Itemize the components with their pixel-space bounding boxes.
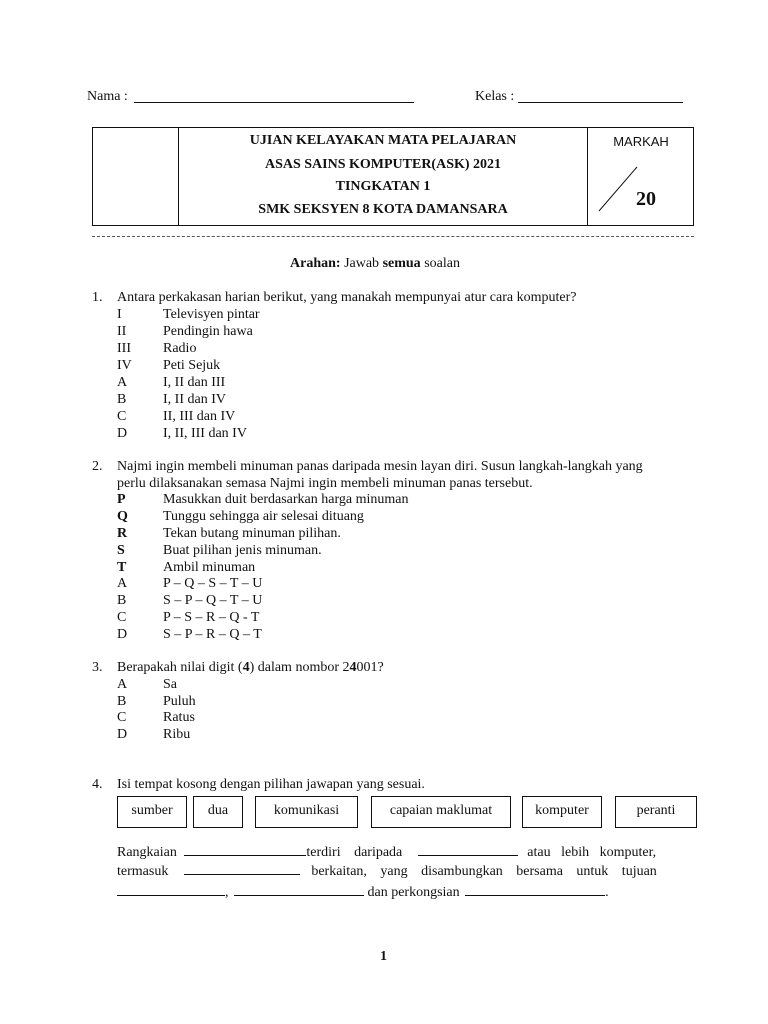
q2-option-text[interactable]: P – S – R – Q - T (163, 610, 260, 625)
word-bank-item[interactable]: komputer (522, 796, 602, 828)
q2-step-label: P (117, 492, 126, 507)
markah-cell (587, 128, 694, 225)
q1-item-text: Pendingin hawa (163, 324, 253, 339)
q2-option-label[interactable]: D (117, 627, 128, 642)
q1-item-label: III (117, 341, 131, 356)
q2-option-label[interactable]: B (117, 593, 127, 608)
q1-item-label: I (117, 307, 122, 322)
blank-1[interactable] (184, 843, 306, 856)
blank-6[interactable] (465, 883, 605, 896)
q2-step-text: Ambil minuman (163, 560, 256, 575)
q1-item-label: II (117, 324, 127, 339)
word-bank-item[interactable]: dua (193, 796, 243, 828)
q4-para-text: , (225, 885, 229, 900)
q1-item-text: Peti Sejuk (163, 358, 221, 373)
word-bank-item[interactable]: komunikasi (255, 796, 358, 828)
blank-2[interactable] (418, 843, 518, 856)
q3-digit: 4 (242, 660, 250, 675)
q1-item-text: Televisyen pintar (163, 307, 260, 322)
q4-paragraph-line-3 (117, 883, 698, 903)
q4-para-text: termasuk (117, 864, 169, 879)
q2-step-text: Buat pilihan jenis minuman. (163, 543, 322, 558)
separator (92, 236, 694, 237)
q1-option-label[interactable]: B (117, 392, 127, 407)
q2-step-label: T (117, 560, 127, 575)
q4-para-text: terdiri daripada (306, 845, 403, 860)
q3-option-text[interactable]: Puluh (163, 694, 196, 709)
q1-item-label: IV (117, 358, 132, 373)
q3-option-label[interactable]: C (117, 710, 127, 725)
q3-option-text[interactable]: Ratus (163, 710, 195, 725)
title-line-3: TINGKATAN 1 (335, 179, 431, 194)
q1-option-text[interactable]: I, II, III dan IV (163, 426, 247, 441)
q3-option-text[interactable]: Sa (163, 677, 177, 692)
instruction-emph: semua (382, 256, 421, 271)
q2-step-text: Tekan butang minuman pilihan. (163, 526, 341, 541)
q1-option-text[interactable]: I, II dan III (163, 375, 226, 390)
title-line-2: ASAS SAINS KOMPUTER(ASK) 2021 (264, 157, 502, 172)
q3-number: 3. (92, 660, 103, 675)
q4-number: 4. (92, 777, 103, 792)
word-bank-item[interactable]: peranti (615, 796, 697, 828)
q1-option-label[interactable]: D (117, 426, 128, 441)
instruction-pre: Jawab (344, 256, 380, 271)
q4-para-text: berkaitan, yang disambungkan bersama untuk tujuan (311, 864, 657, 879)
instruction (290, 255, 460, 272)
q1-option-text[interactable]: I, II dan IV (163, 392, 226, 407)
word-bank-item[interactable]: sumber (117, 796, 187, 828)
q4-para-text: Rangkaian (117, 845, 177, 860)
q1-option-label[interactable]: A (117, 375, 128, 390)
q4-paragraph-line-2 (117, 862, 698, 882)
q1-number: 1. (92, 290, 103, 305)
q2-text-line-1: Najmi ingin membeli minuman panas daripada mesin layan diri. Susun langkah-langkah yang (117, 459, 643, 474)
q3-option-text[interactable]: Ribu (163, 727, 191, 742)
q1-option-text[interactable]: II, III dan IV (163, 409, 236, 424)
markah-label: MARKAH (613, 134, 669, 149)
q3-text-post: 001? (356, 660, 384, 675)
title-line-4: SMK SEKSYEN 8 KOTA DAMANSARA (258, 202, 508, 217)
word-bank-item[interactable]: capaian maklumat (371, 796, 511, 828)
q2-option-text[interactable]: S – P – R – Q – T (163, 627, 262, 642)
nama-label: Nama : (87, 89, 128, 104)
q1-text: Antara perkakasan harian berikut, yang manakah mempunyai atur cara komputer? (117, 290, 577, 305)
title-line-1: UJIAN KELAYAKAN MATA PELAJARAN (249, 133, 517, 148)
q2-option-label[interactable]: A (117, 576, 128, 591)
markah-slash (596, 163, 641, 215)
logo-cell (93, 128, 179, 225)
q4-para-text: atau lebih komputer, (527, 845, 657, 860)
blank-3[interactable] (184, 862, 300, 875)
page-number: 1 (380, 949, 387, 964)
q2-step-label: S (117, 543, 125, 558)
q2-number: 2. (92, 459, 103, 474)
markah-total: 20 (636, 188, 656, 210)
q3-text-pre: Berapakah nilai digit ( (117, 660, 243, 675)
q3-digit-in-number: 4 (349, 660, 357, 675)
q3-option-label[interactable]: A (117, 677, 128, 692)
q4-para-text: dan perkongsian (367, 885, 460, 900)
q3-text-mid: ) dalam nombor 2 (249, 660, 350, 675)
q2-option-text[interactable]: S – P – Q – T – U (163, 593, 263, 608)
q2-option-text[interactable]: P – Q – S – T – U (163, 576, 263, 591)
kelas-label: Kelas : (475, 89, 515, 104)
q2-step-label: R (117, 526, 128, 541)
instruction-post: soalan (424, 256, 460, 271)
q2-step-text: Masukkan duit berdasarkan harga minuman (163, 492, 409, 507)
q3-option-label[interactable]: B (117, 694, 127, 709)
q2-text-line-2: perlu dilaksanakan semasa Najmi ingin membeli minuman panas tersebut. (117, 476, 533, 491)
q1-option-label[interactable]: C (117, 409, 127, 424)
q4-para-text: . (605, 885, 609, 900)
q3-option-label[interactable]: D (117, 727, 128, 742)
blank-5[interactable] (234, 883, 364, 896)
q4-paragraph-line-1 (117, 843, 698, 863)
nama-field[interactable] (134, 102, 414, 103)
q1-item-text: Radio (163, 341, 197, 356)
exam-header-box (92, 127, 694, 226)
q2-option-label[interactable]: C (117, 610, 127, 625)
kelas-field[interactable] (518, 102, 683, 103)
q2-step-text: Tunggu sehingga air selesai dituang (163, 509, 364, 524)
instruction-label: Arahan: (290, 256, 341, 271)
q3-text (117, 659, 384, 676)
q4-text: Isi tempat kosong dengan pilihan jawapan yang sesuai. (117, 777, 425, 792)
blank-4[interactable] (117, 883, 225, 896)
q2-step-label: Q (117, 509, 128, 524)
